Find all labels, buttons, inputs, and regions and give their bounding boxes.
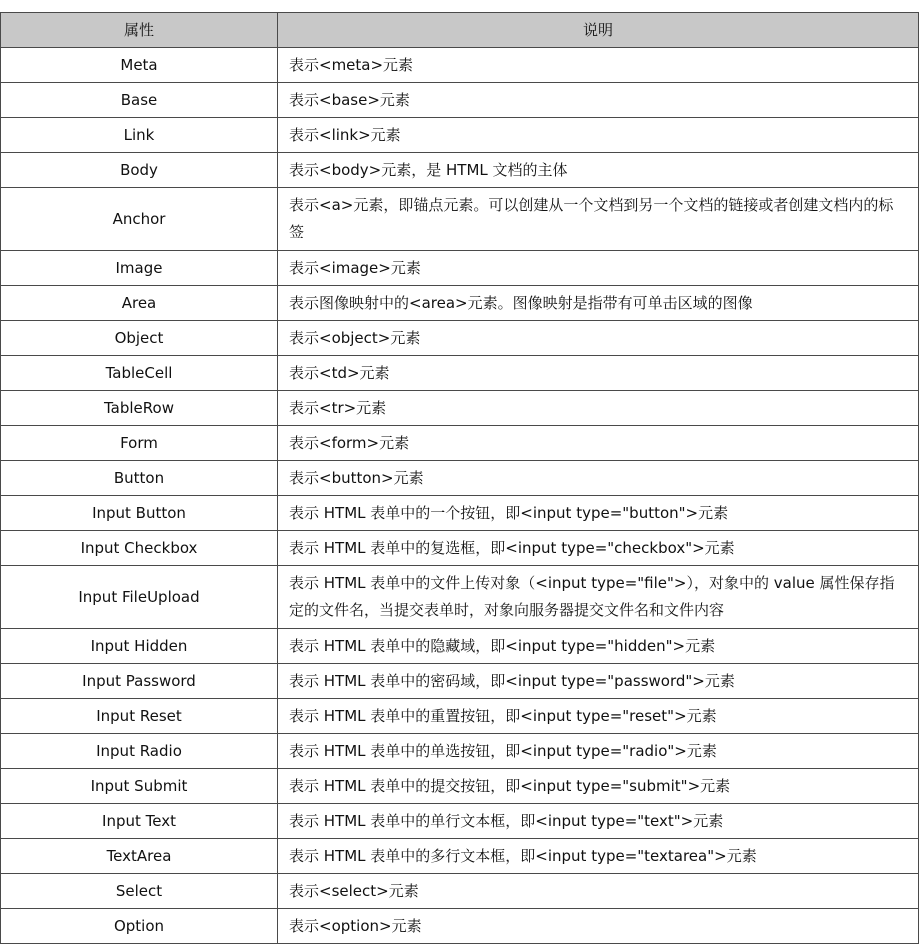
- table-row: [1, 909, 919, 944]
- property-table-container: [0, 12, 918, 944]
- row-description: 表示<meta>元素: [278, 48, 919, 83]
- table-row: [1, 286, 919, 321]
- row-description: 表示<td>元素: [278, 356, 919, 391]
- row-property: Input Hidden: [1, 629, 278, 664]
- table-row: [1, 391, 919, 426]
- table-row: [1, 496, 919, 531]
- row-description: 表示<form>元素: [278, 426, 919, 461]
- row-description: 表示图像映射中的<area>元素。图像映射是指带有可单击区域的图像: [278, 286, 919, 321]
- row-description: 表示 HTML 表单中的单选按钮，即<input type="radio">元素: [278, 734, 919, 769]
- row-property: Button: [1, 461, 278, 496]
- table-row: [1, 734, 919, 769]
- row-property: Input Reset: [1, 699, 278, 734]
- row-description: 表示<body>元素，是 HTML 文档的主体: [278, 153, 919, 188]
- table-row: [1, 804, 919, 839]
- row-property: Base: [1, 83, 278, 118]
- row-property: Input Text: [1, 804, 278, 839]
- row-description: 表示<a>元素，即锚点元素。可以创建从一个文档到另一个文档的链接或者创建文档内的标签: [278, 188, 919, 251]
- header-description: 说明: [278, 13, 919, 48]
- table-row: [1, 699, 919, 734]
- row-description: 表示<button>元素: [278, 461, 919, 496]
- row-property: Anchor: [1, 188, 278, 251]
- row-description: 表示<option>元素: [278, 909, 919, 944]
- row-property: TableRow: [1, 391, 278, 426]
- table-row: [1, 531, 919, 566]
- table-row: [1, 874, 919, 909]
- row-description: 表示 HTML 表单中的重置按钮，即<input type="reset">元素: [278, 699, 919, 734]
- table-row: [1, 321, 919, 356]
- row-description: 表示 HTML 表单中的复选框，即<input type="checkbox">元素: [278, 531, 919, 566]
- table-row: [1, 426, 919, 461]
- table-row: [1, 188, 919, 251]
- row-property: Input Password: [1, 664, 278, 699]
- row-description: 表示 HTML 表单中的密码域，即<input type="password">元素: [278, 664, 919, 699]
- row-description: 表示 HTML 表单中的一个按钮，即<input type="button">元素: [278, 496, 919, 531]
- row-property: Body: [1, 153, 278, 188]
- row-property: Select: [1, 874, 278, 909]
- row-property: Input Submit: [1, 769, 278, 804]
- row-property: Input FileUpload: [1, 566, 278, 629]
- table-row: [1, 629, 919, 664]
- table-row: [1, 839, 919, 874]
- row-property: TextArea: [1, 839, 278, 874]
- row-property: Link: [1, 118, 278, 153]
- row-description: 表示<tr>元素: [278, 391, 919, 426]
- row-description: 表示 HTML 表单中的单行文本框，即<input type="text">元素: [278, 804, 919, 839]
- row-property: Input Checkbox: [1, 531, 278, 566]
- table-row: [1, 118, 919, 153]
- row-property: Input Button: [1, 496, 278, 531]
- row-description: 表示<object>元素: [278, 321, 919, 356]
- row-description: 表示 HTML 表单中的多行文本框，即<input type="textarea">元素: [278, 839, 919, 874]
- table-row: [1, 48, 919, 83]
- table-row: [1, 461, 919, 496]
- property-table: [0, 12, 919, 944]
- table-row: [1, 83, 919, 118]
- row-description: 表示<select>元素: [278, 874, 919, 909]
- table-header-row: [1, 13, 919, 48]
- row-property: Object: [1, 321, 278, 356]
- row-description: 表示 HTML 表单中的隐藏域，即<input type="hidden">元素: [278, 629, 919, 664]
- table-row: [1, 664, 919, 699]
- row-property: Option: [1, 909, 278, 944]
- table-row: [1, 356, 919, 391]
- table-row: [1, 566, 919, 629]
- table-row: [1, 153, 919, 188]
- header-property: 属性: [1, 13, 278, 48]
- row-property: Meta: [1, 48, 278, 83]
- row-property: Form: [1, 426, 278, 461]
- row-property: Image: [1, 251, 278, 286]
- row-property: Area: [1, 286, 278, 321]
- row-description: 表示<base>元素: [278, 83, 919, 118]
- row-description: 表示<image>元素: [278, 251, 919, 286]
- row-property: TableCell: [1, 356, 278, 391]
- table-row: [1, 769, 919, 804]
- row-description: 表示 HTML 表单中的提交按钮，即<input type="submit">元素: [278, 769, 919, 804]
- row-description: 表示<link>元素: [278, 118, 919, 153]
- row-description: 表示 HTML 表单中的文件上传对象（<input type="file">），对象中的 value 属性保存指定的文件名，当提交表单时，对象向服务器提交文件名和文件内容: [278, 566, 919, 629]
- table-row: [1, 251, 919, 286]
- row-property: Input Radio: [1, 734, 278, 769]
